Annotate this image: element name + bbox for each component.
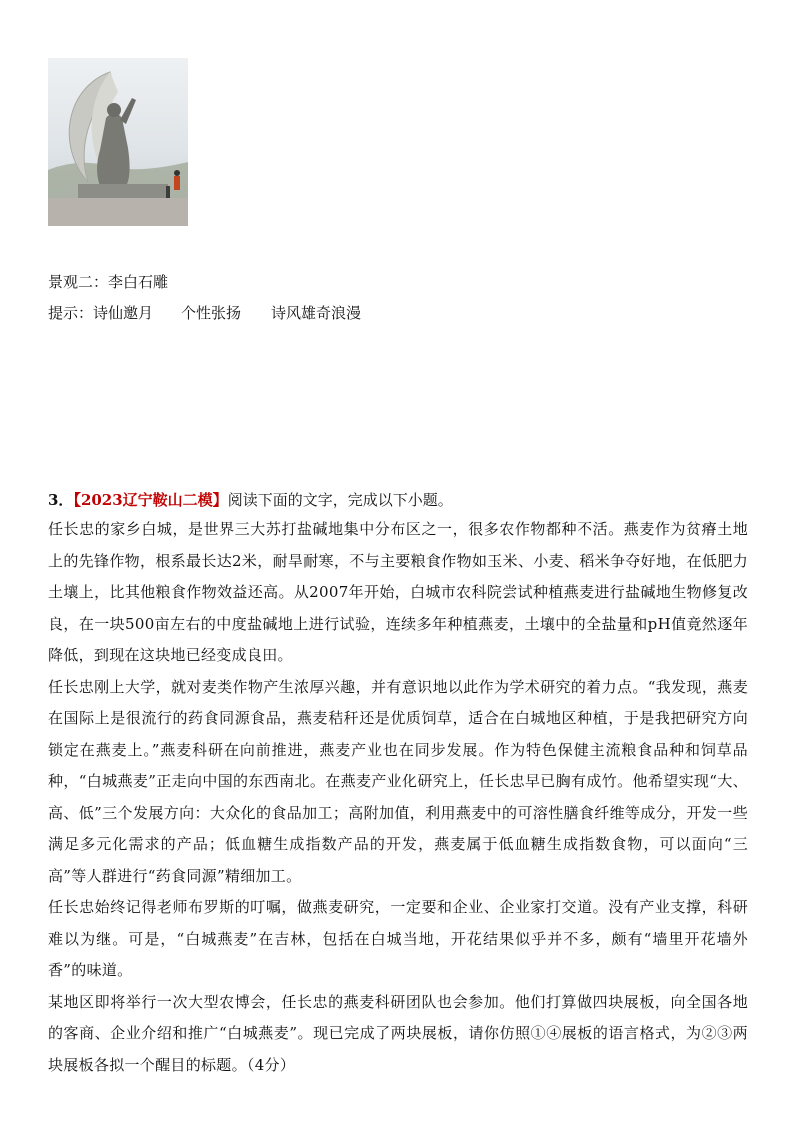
question-instruction: 阅读下面的文字，完成以下小题。 [227, 491, 453, 509]
question-number: 3． [48, 491, 74, 509]
hint-item: 个性张扬 [181, 304, 242, 322]
hint-line [48, 303, 361, 323]
paragraph: 某地区即将举行一次大型农博会，任长忠的燕麦科研团队也会参加。他们打算做四块展板，向全国各地的客商、企业介绍和推广“白城燕麦”。现已完成了两块展板，请你仿照①④展板的语言格式，为②③两块展板各拟一个醒目的标题。（4分） [48, 992, 748, 1074]
landscape-title: 景观二：李白石雕 [48, 273, 169, 291]
paragraph: 任长忠刚上大学，就对麦类作物产生浓厚兴趣，并有意识地以此作为学术研究的着力点。“我发现，燕麦在国际上是很流行的药食同源食品，燕麦秸秆还是优质饲草，适合在白城地区种植，于是我把研究方向锁定在燕麦上。”燕麦科研在向前推进，燕麦产业也在同步发展。作为特色保健主流粮食品种和饲草品种，“白城燕麦”正走向中国的东西南北。在燕麦产业化研究上，任长忠早已胸有成竹。他希望实现“大、高、低”三个发展方向：大众化的食品加工；高附加值，利用燕麦中的可溶性膳食纤维等成分，开发一些满足多元化需求的产品；低血糖生成指数产品的开发，燕麦属于低血糖生成指数食物，可以面向“三高”等人群进行“药食同源”精细加工。 [48, 677, 748, 885]
paragraph: 任长忠始终记得老师布罗斯的叮嘱，做燕麦研究，一定要和企业、企业家打交道。没有产业支撑，科研难以为继。可是，“白城燕麦”在吉林，包括在白城当地，开花结果似乎并不多，颇有“墙里开花墙外香”的味道。 [48, 898, 748, 979]
question-source: 【2023辽宁鞍山二模】 [73, 491, 228, 509]
hint-item: 诗风雄奇浪漫 [271, 304, 362, 322]
question-body [48, 514, 748, 1081]
hint-item: 诗仙邀月 [93, 304, 154, 322]
paragraph: 任长忠的家乡白城，是世界三大苏打盐碱地集中分布区之一，很多农作物都种不活。燕麦作为贫瘠土地上的先锋作物，根系最长达2米，耐旱耐寒，不与主要粮食作物如玉米、小麦、稻米争夺好地，在低肥力土壤上，比其他粮食作物效益还高。从2007年开始，白城市农科院尝试种植燕麦进行盐碱地生物修复改良，在一块500亩左右的中度盐碱地上进行试验，连续多年种植燕麦，土壤中的全盐量和pH值竟然逐年降低，到现在这块地已经变成良田。 [48, 520, 748, 664]
question-header [48, 490, 453, 510]
hint-label: 提示： [48, 304, 94, 322]
li-bai-statue-photo [48, 58, 188, 226]
